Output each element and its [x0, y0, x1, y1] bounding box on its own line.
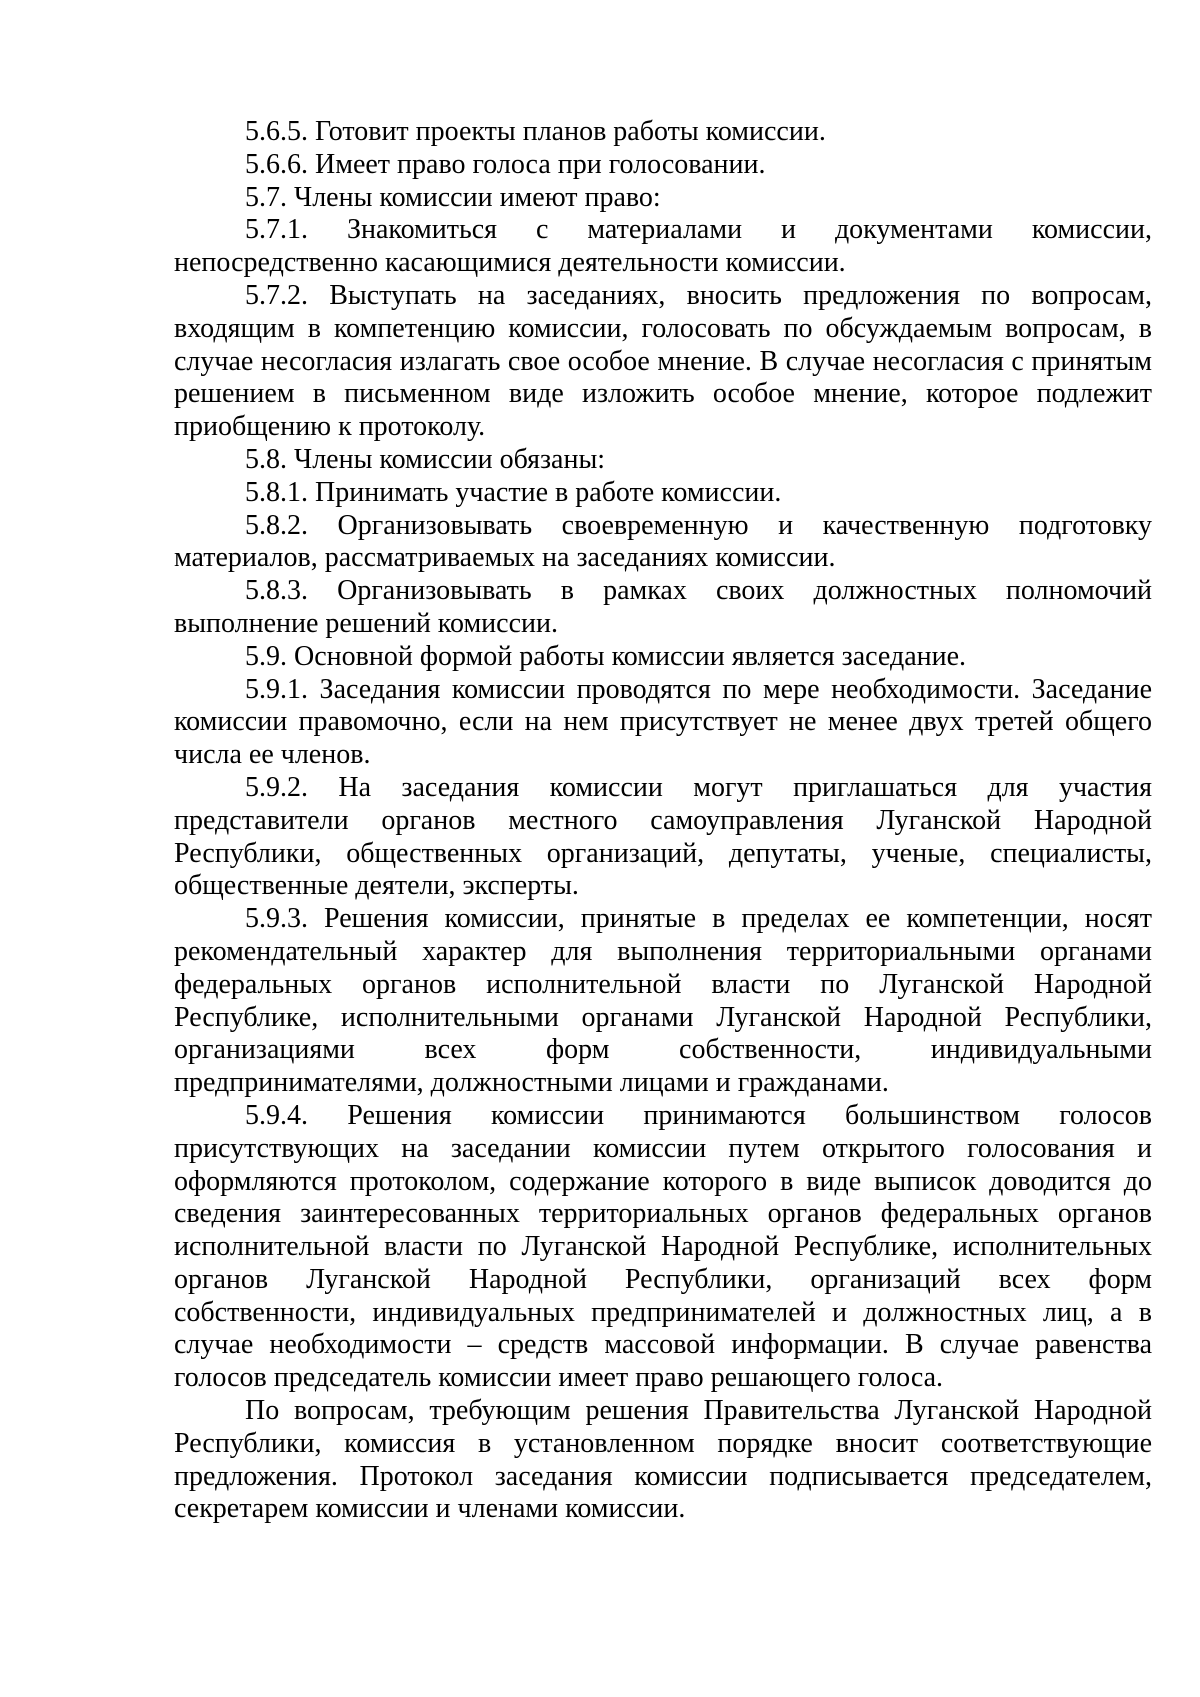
paragraph-5-8: 5.8. Члены комиссии обязаны: — [245, 443, 606, 475]
paragraph-5-9-3: 5.9.3. Решения комиссии, принятые в пределах ее компетенции, носят рекомендательный характер для выполнения территориальными органами федеральных органов исполнительной власти по Луганской Народной Республике, исполнительными органами Луганской Народной Республики, организациями всех форм собственности, индивидуальными предпринимателями, должностными лицами и гражданами. — [174, 903, 1152, 1099]
document-body — [174, 116, 1152, 1526]
paragraph-5-7: 5.7. Члены комиссии имеют право: — [245, 181, 661, 213]
paragraph-5-7-1: 5.7.1. Знакомиться с материалами и документами комиссии, непосредственно касающимися деятельности комиссии. — [174, 214, 1152, 279]
paragraph-5-8-2: 5.8.2. Организовывать своевременную и качественную подготовку материалов, рассматриваемых на заседаниях комиссии. — [174, 509, 1152, 574]
paragraph-5-6-5: 5.6.5. Готовит проекты планов работы комиссии. — [245, 116, 826, 147]
paragraph-5-6-6: 5.6.6. Имеет право голоса при голосовании. — [245, 148, 766, 180]
paragraph-5-8-1: 5.8.1. Принимать участие в работе комиссии. — [245, 476, 782, 508]
paragraph-5-7-2: 5.7.2. Выступать на заседаниях, вносить предложения по вопросам, входящим в компетенцию комиссии, голосовать по обсуждаемым вопросам, в случае несогласия излагать свое особое мнение. В случае несогласия с принятым решением в письменном виде изложить особое мнение, которое подлежит приобщению к протоколу. — [174, 279, 1152, 443]
paragraph-5-9: 5.9. Основной формой работы комиссии является заседание. — [245, 640, 967, 672]
paragraph-5-9-1: 5.9.1. Заседания комиссии проводятся по мере необходимости. Заседание комиссии правомочно, если на нем присутствует не менее двух третей общего числа ее членов. — [174, 673, 1152, 771]
paragraph-closing: По вопросам, требующим решения Правительства Луганской Народной Республики, комиссия в установленном порядке вносит соответствующие предложения. Протокол заседания комиссии подписывается председателем, секретарем комиссии и членами комиссии. — [174, 1395, 1152, 1525]
paragraph-5-8-3: 5.8.3. Организовывать в рамках своих должностных полномочий выполнение решений комиссии. — [174, 575, 1152, 639]
paragraph-5-9-2: 5.9.2. На заседания комиссии могут приглашаться для участия представители органов местного самоуправления Луганской Народной Республики, общественных организаций, депутаты, ученые, специалисты, общественные деятели, эксперты. — [174, 771, 1152, 902]
paragraph-5-9-4: 5.9.4. Решения комиссии принимаются большинством голосов присутствующих на заседании комиссии путем открытого голосования и оформляются протоколом, содержание которого в виде выписок доводится до сведения заинтересованных территориальных органов федеральных органов исполнительной власти по Луганской Народной Республике, исполнительных органов Луганской Народной Республики, организаций всех форм собственности, индивидуальных предпринимателей и должностных лиц, а в случае необходимости – средств массовой информации. В случае равенства голосов председатель комиссии имеет право решающего голоса. — [174, 1099, 1152, 1394]
